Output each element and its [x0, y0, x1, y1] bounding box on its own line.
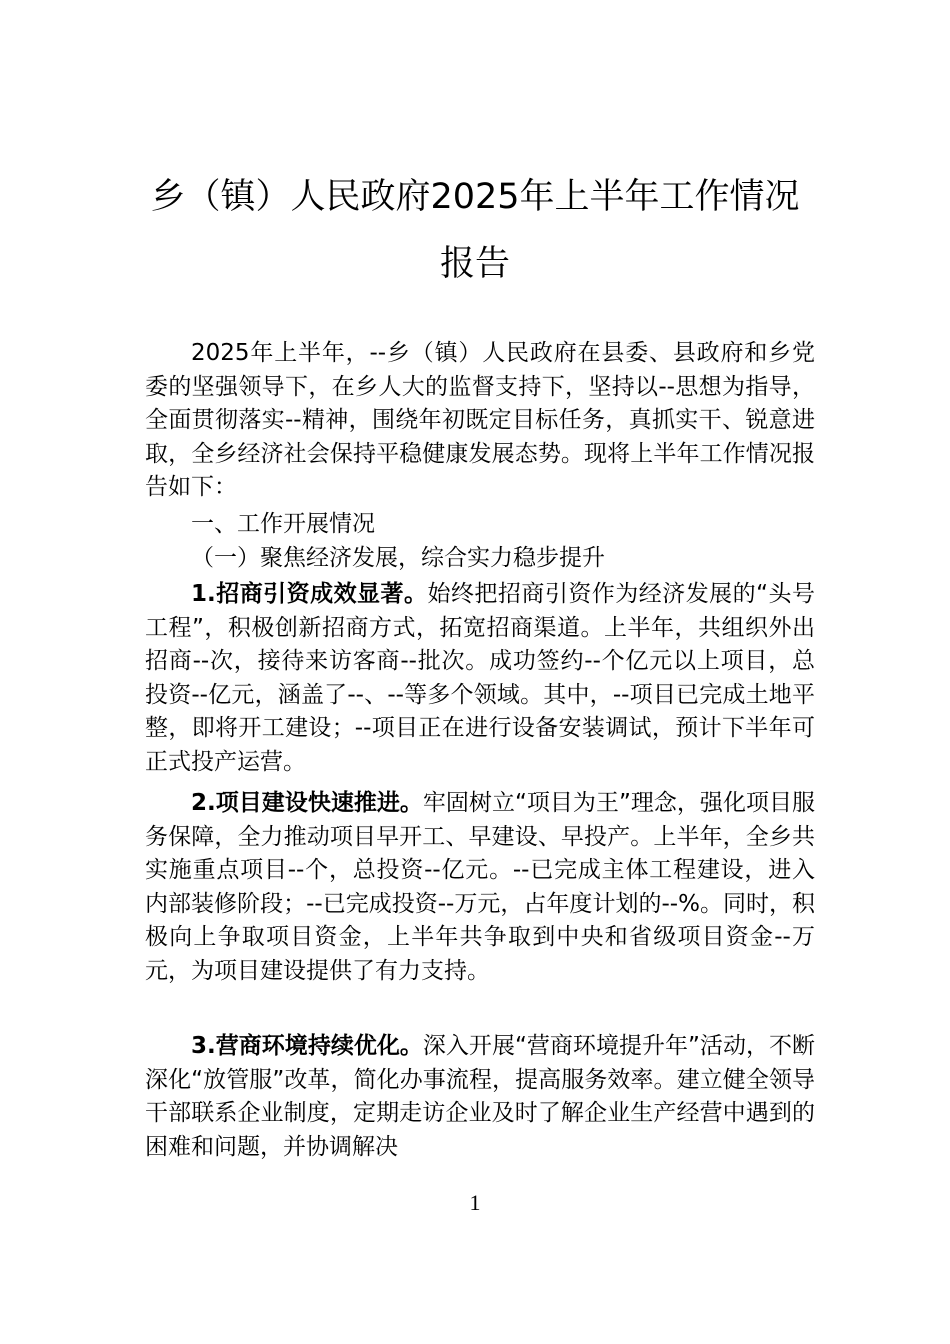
- page-number: 1: [469, 1190, 481, 1215]
- item-paragraph-3: [145, 1030, 815, 1164]
- document-title-line-1: 乡（镇）人民政府2025年上半年工作情况: [150, 177, 800, 217]
- item-paragraph-1: [145, 578, 815, 780]
- section-heading: 一、工作开展情况: [191, 511, 375, 537]
- item-lead-1: 1.招商引资成效显著。: [191, 581, 428, 607]
- item-paragraph-2: [145, 787, 815, 989]
- item-body-3: 深入开展“营商环境提升年”活动，不断深化“放管服”改革，简化办事流程，提高服务效率。建立健全领导干部联系企业制度，定期走访企业及时了解企业生产经营中遇到的困难和问题，并协调解决: [145, 1033, 815, 1160]
- item-lead-2: 2.项目建设快速推进。: [191, 790, 423, 816]
- item-lead-3: 3.营商环境持续优化。: [191, 1033, 423, 1059]
- item-body-2: 牢固树立“项目为王”理念，强化项目服务保障，全力推动项目早开工、早建设、早投产。上半年，全乡共实施重点项目--个，总投资--亿元。--已完成主体工程建设，进入内部装修阶段；--已完成投资--万元，占年度计划的--%。同时，积极向上争取项目资金，上半年共争取到中央和省级项目资金--万元，为项目建设提供了有力支持。: [145, 790, 815, 984]
- item-body-1: 始终把招商引资作为经济发展的“头号工程”，积极创新招商方式，拓宽招商渠道。上半年，共组织外出招商--次，接待来访客商--批次。成功签约--个亿元以上项目，总投资--亿元，涵盖了--、--等多个领域。其中，--项目已完成土地平整，即将开工建设；--项目正在进行设备安装调试，预计下半年可正式投产运营。: [145, 581, 815, 775]
- subsection-heading: （一）聚焦经济发展，综合实力稳步提升: [191, 545, 605, 571]
- document-title-line-2: 报告: [439, 244, 510, 284]
- intro-paragraph: 2025年上半年，--乡（镇）人民政府在县委、县政府和乡党委的坚强领导下，在乡人大的监督支持下，坚持以--思想为指导，全面贯彻落实--精神，围绕年初既定目标任务，真抓实干、锐意进取，全乡经济社会保持平稳健康发展态势。现将上半年工作情况报告如下：: [145, 340, 815, 501]
